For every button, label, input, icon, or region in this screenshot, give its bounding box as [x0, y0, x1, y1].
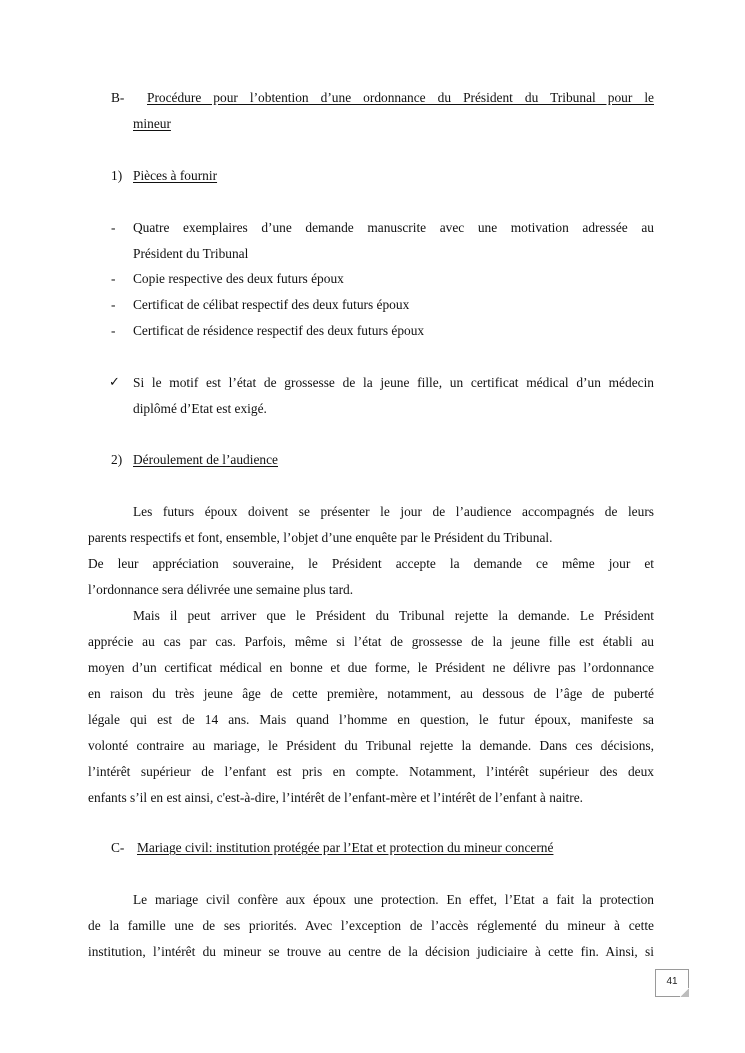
check-note-line2: diplômé d’Etat est exigé.: [133, 401, 267, 416]
list-item-text-cont: Président du Tribunal: [133, 246, 249, 261]
paragraph-line: enfants s’il en est ainsi, c'est-à-dire, l’intérêt de l’enfant-mère et l’intérêt de l’enfant à naitre.: [88, 790, 584, 805]
paragraph-line: de la famille une de ses priorités. Avec l’exception de l’accès réglementé du mineur à cette: [88, 918, 654, 933]
checkmark-icon: ✓: [109, 375, 120, 390]
section-c-marker: C-: [111, 840, 125, 855]
paragraph-line: l’intérêt supérieur de l’enfant est pris en compte. Notamment, l’intérêt supérieur des deux: [88, 764, 654, 779]
paragraph-line: en raison du très jeune âge de cette première, notamment, au dessous de l’âge de puberté: [88, 686, 654, 701]
list-item-text: Certificat de célibat respectif des deux futurs époux: [133, 297, 410, 312]
subsection-2-title: Déroulement de l’audience: [133, 452, 278, 467]
list-item-text: Copie respective des deux futurs époux: [133, 271, 344, 286]
section-b-title-line2: mineur: [133, 116, 171, 131]
section-b-marker: B-: [111, 90, 125, 105]
list-item-marker: -: [111, 271, 116, 286]
paragraph-line: De leur appréciation souveraine, le Président accepte la demande ce même jour et: [88, 556, 654, 571]
paragraph-line: Les futurs époux doivent se présenter le jour de l’audience accompagnés de leurs: [133, 504, 654, 519]
paragraph-line: Le mariage civil confère aux époux une protection. En effet, l’Etat a fait la protection: [133, 892, 654, 907]
section-b-title-line1: Procédure pour l’obtention d’une ordonnance du Président du Tribunal pour le: [147, 90, 654, 105]
page-number: 41: [666, 976, 678, 987]
list-item-marker: -: [111, 297, 116, 312]
subsection-1-title: Pièces à fournir: [133, 168, 218, 183]
paragraph-line: apprécie au cas par cas. Parfois, même si l’état de grossesse de la jeune fille est établi au: [88, 634, 654, 649]
list-item-marker: -: [111, 323, 116, 338]
subsection-1-marker: 1): [111, 168, 123, 183]
page-number-box: [655, 969, 689, 997]
paragraph-line: moyen d’un certificat médical en bonne et due forme, le Président ne délivre pas l’ordonnance: [88, 660, 654, 675]
paragraph-line: institution, l’intérêt du mineur se trouve au centre de la décision judiciaire à cette fin. Ainsi, si: [88, 944, 654, 959]
paragraph-line: volonté contraire au mariage, le Président du Tribunal rejette la demande. Dans ces décisions,: [88, 738, 654, 753]
section-c-title: Mariage civil: institution protégée par l’Etat et protection du mineur concerné: [137, 840, 554, 855]
list-item-text: Quatre exemplaires d’une demande manuscrite avec une motivation adressée au: [133, 220, 654, 235]
paragraph-line: l’ordonnance sera délivrée une semaine plus tard.: [88, 582, 354, 597]
list-item-marker: -: [111, 220, 116, 235]
list-item-text: Certificat de résidence respectif des deux futurs époux: [133, 323, 425, 338]
paragraph-line: Mais il peut arriver que le Président du Tribunal rejette la demande. Le Président: [133, 608, 654, 623]
page-fold-corner: [680, 988, 689, 997]
subsection-2-marker: 2): [111, 452, 123, 467]
paragraph-line: légale qui est de 14 ans. Mais quand l’homme en question, le futur époux, manifeste sa: [88, 712, 654, 727]
paragraph-line: parents respectifs et font, ensemble, l’objet d’une enquête par le Président du Tribunal.: [88, 530, 553, 545]
check-note-line1: Si le motif est l’état de grossesse de la jeune fille, un certificat médical d’un médecin: [133, 375, 654, 390]
